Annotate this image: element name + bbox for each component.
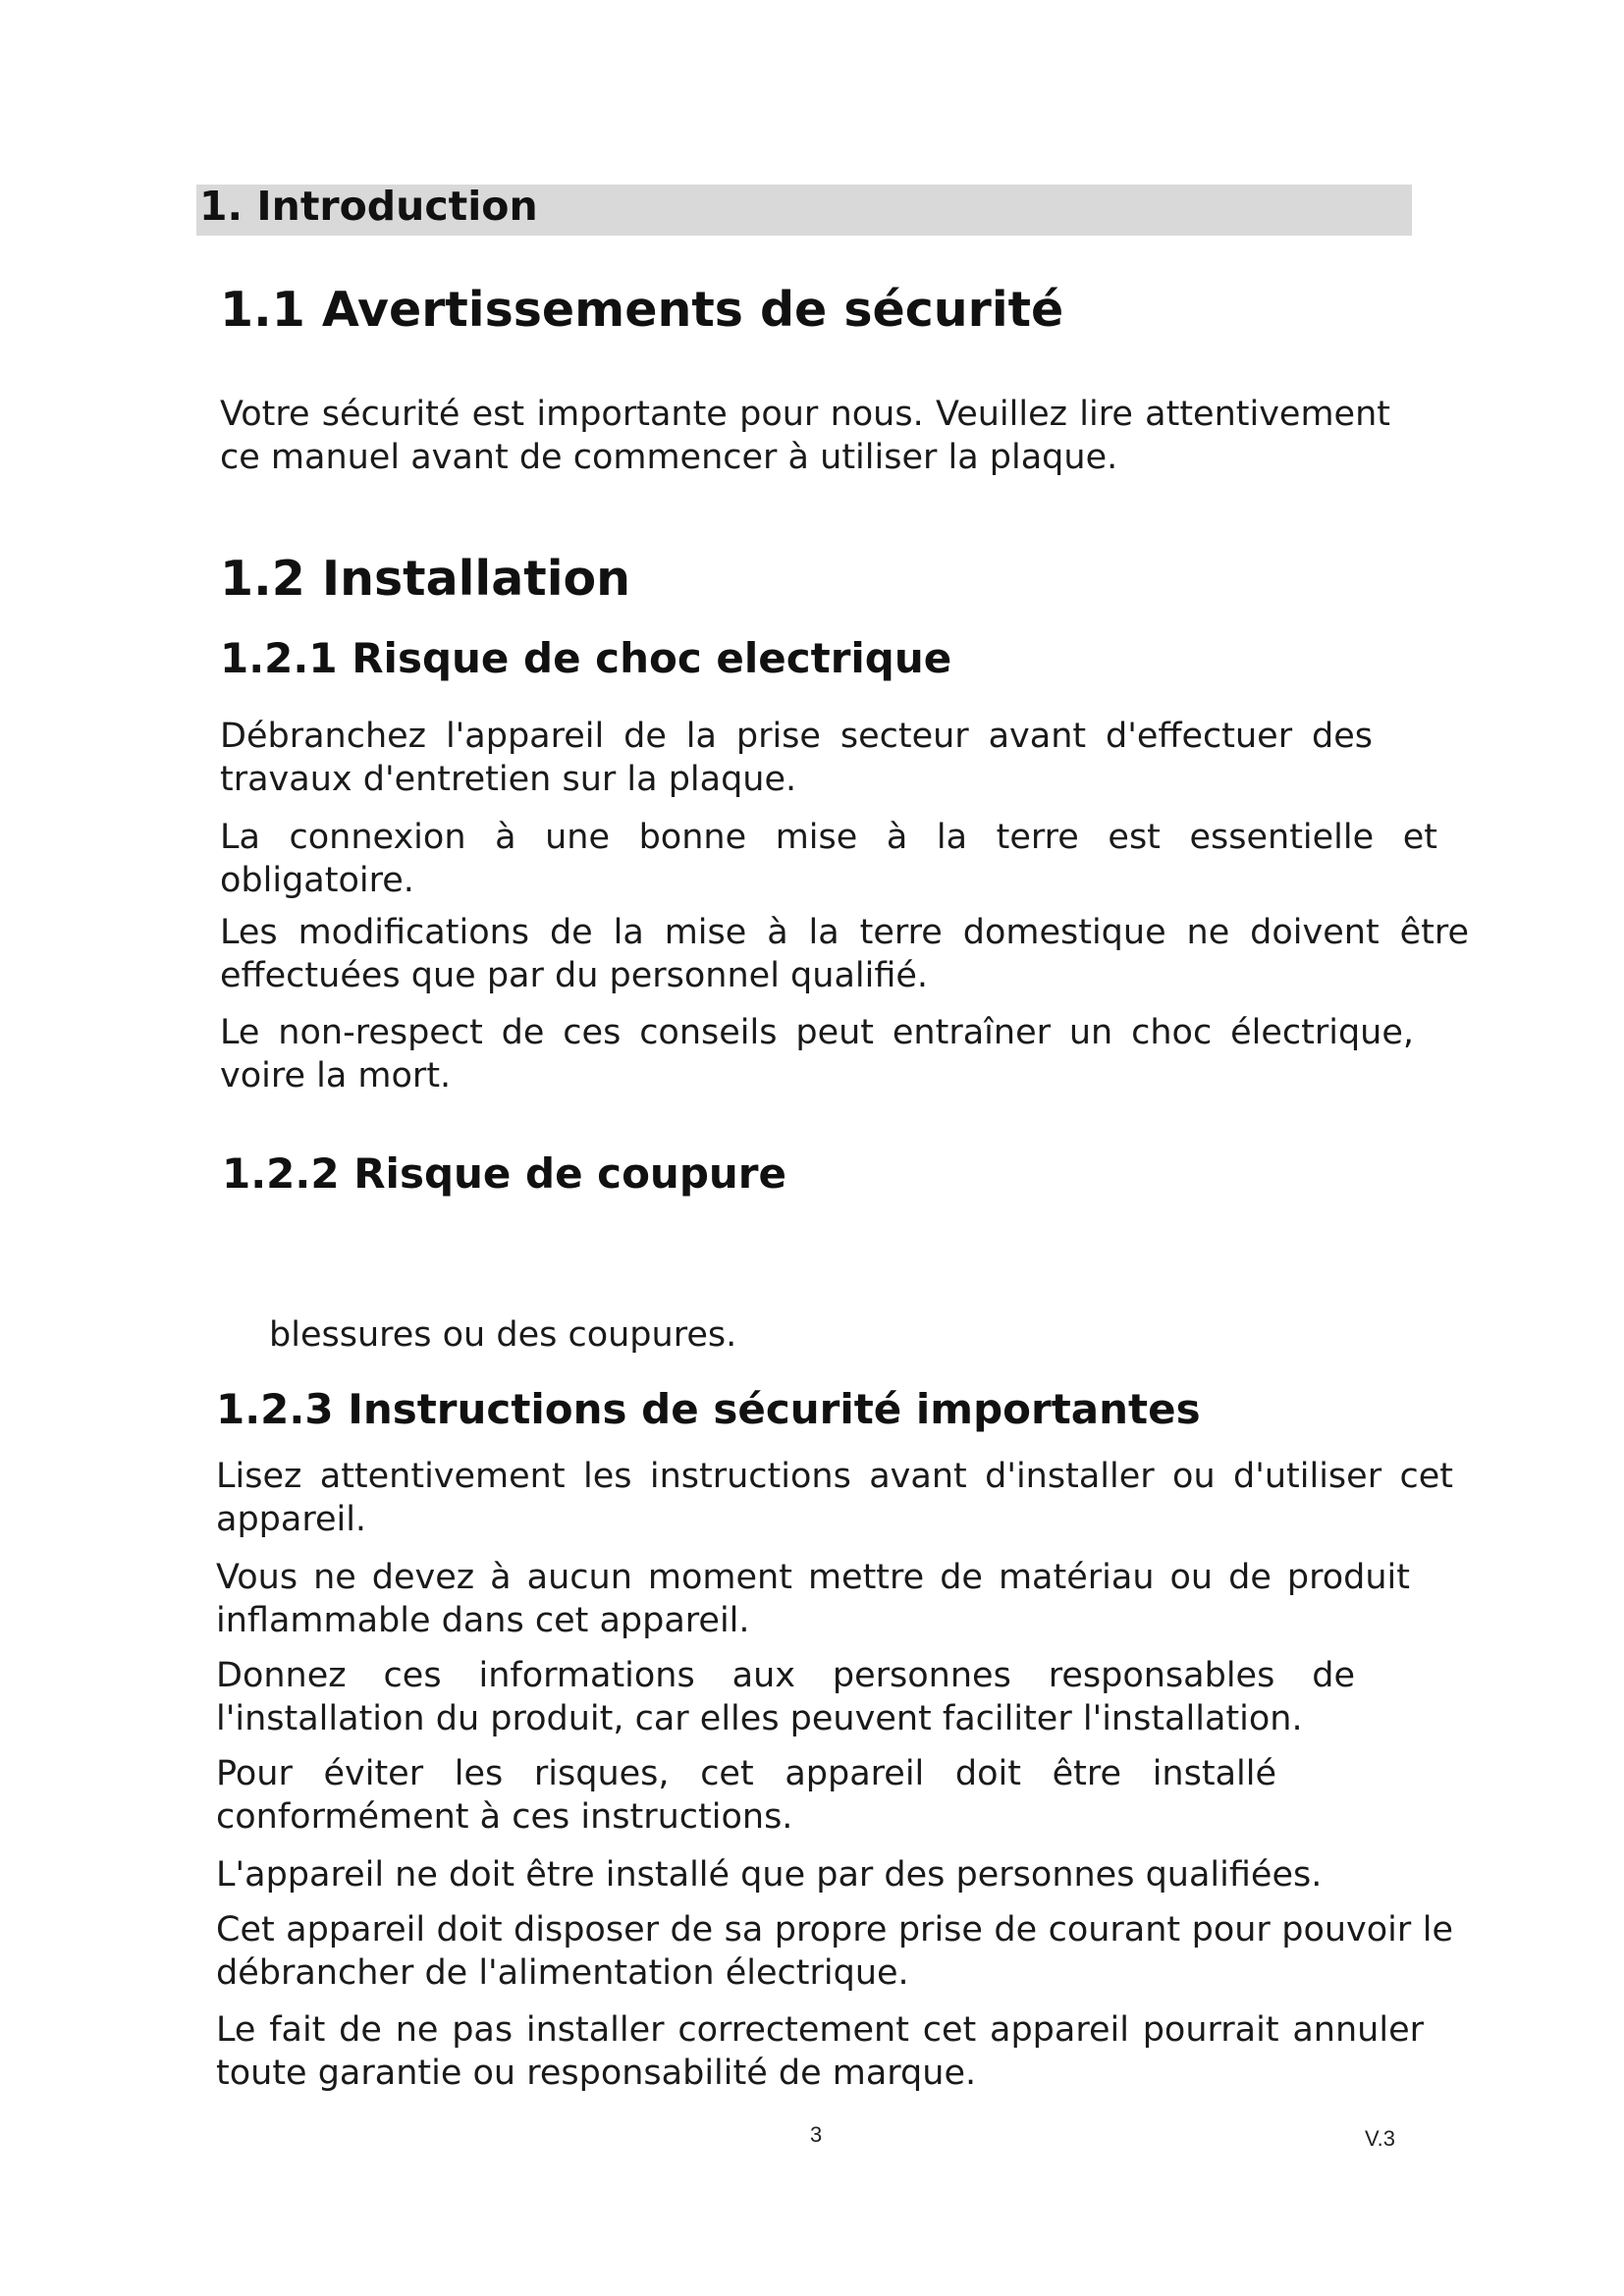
paragraph-instructions-7: Le fait de ne pas installer correctement cet appareil pourrait annuler toute garantie ou responsabilité de marque. [216, 2010, 1424, 2093]
paragraph-cut-risk: blessures ou des coupures. [269, 1315, 737, 1355]
paragraph-shock-2: La connexion à une bonne mise à la terre est essentielle et obligatoire. [220, 818, 1437, 900]
paragraph-instructions-2: Vous ne devez à aucun moment mettre de matériau ou de produit inflammable dans cet appareil. [216, 1558, 1410, 1640]
paragraph-instructions-1: Lisez attentivement les instructions avant d'installer ou d'utiliser cet appareil. [216, 1457, 1453, 1539]
heading-electric-shock-risk: 1.2.1 Risque de choc electrique [220, 634, 952, 682]
heading-important-safety-instructions: 1.2.3 Instructions de sécurité importantes [216, 1385, 1201, 1433]
paragraph-instructions-3: Donnez ces informations aux personnes responsables de l'installation du produit, car elles peuvent faciliter l'installation. [216, 1656, 1355, 1738]
page-number: 3 [810, 2122, 823, 2147]
paragraph-shock-3: Les modifications de la mise à la terre domestique ne doivent être effectuées que par du personnel qualifié. [220, 913, 1469, 995]
paragraph-instructions-6: Cet appareil doit disposer de sa propre prise de courant pour pouvoir le débrancher de l'alimentation électrique. [216, 1910, 1453, 1993]
heading-safety-warnings: 1.1 Avertissements de sécurité [220, 282, 1064, 338]
paragraph-instructions-5: L'appareil ne doit être installé que par des personnes qualifiées. [216, 1855, 1323, 1895]
section-title: 1. Introduction [199, 183, 538, 230]
paragraph-instructions-4: Pour éviter les risques, cet appareil doit être installé conformément à ces instructions. [216, 1754, 1276, 1837]
paragraph-shock-1: Débranchez l'appareil de la prise secteur avant d'effectuer des travaux d'entretien sur la plaque. [220, 717, 1373, 799]
heading-installation: 1.2 Installation [220, 551, 631, 607]
heading-cut-risk: 1.2.2 Risque de coupure [222, 1149, 786, 1198]
paragraph-shock-4: Le non-respect de ces conseils peut entraîner un choc électrique, voire la mort. [220, 1013, 1414, 1095]
version-label: V.3 [1365, 2126, 1396, 2151]
paragraph-safety-intro: Votre sécurité est importante pour nous. Veuillez lire attentivement ce manuel avant de commencer à utiliser la plaque. [220, 395, 1390, 477]
